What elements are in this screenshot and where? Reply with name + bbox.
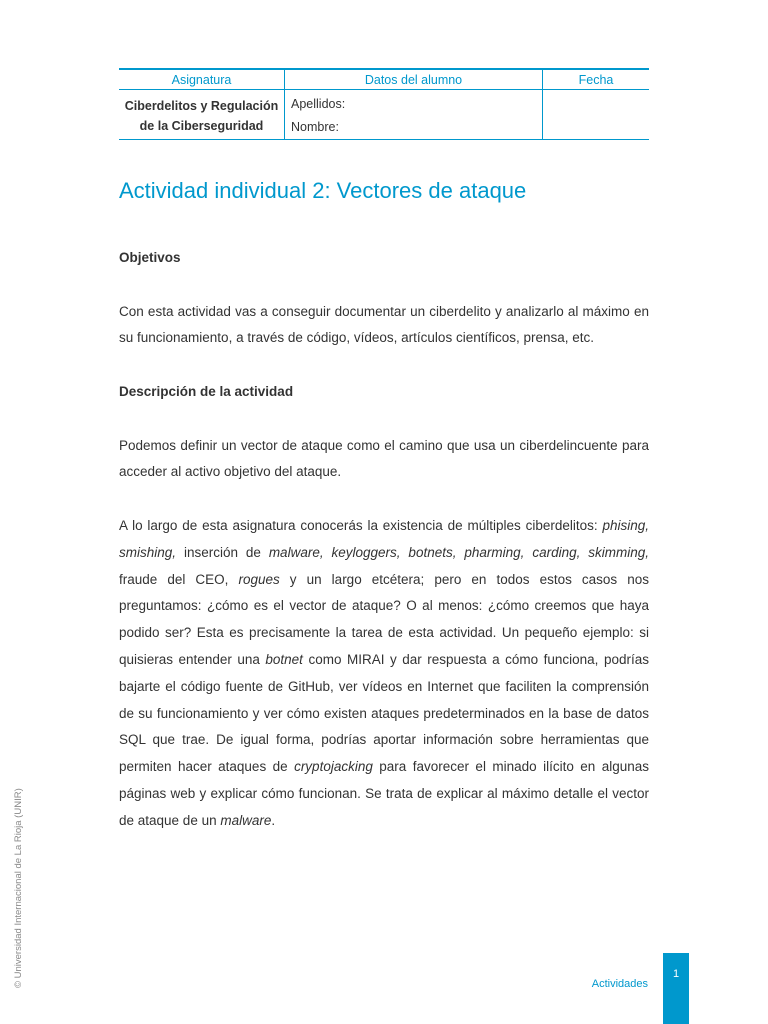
- subject-name: Ciberdelitos y Regulación de la Ciberseguridad: [119, 90, 285, 140]
- copyright-sidebar: © Universidad Internacional de La Rioja (UNIR): [13, 788, 24, 988]
- footer-label: Actividades: [591, 978, 648, 990]
- description-paragraph-2: A lo largo de esta asignatura conocerás la existencia de múltiples ciberdelitos: phising, smishing, inserción de malware, keyloggers, botnets, pharming, carding, skimming, fraude del CEO, rogues y un largo etcétera; pero en todos estos casos nos preguntamos: ¿cómo es el vector de ataque? O al menos: ¿cómo creemos que haya podido ser? Esta es precisamente la tarea de esta actividad. Un pequeño ejemplo: si quisieras entender una botnet como MIRAI y dar respuesta a cómo funciona, podrías bajarte el código fuente de GitHub, ver vídeos en Internet que faciliten la comprensión de su funcionamiento y ver cómo existen ataques predeterminados en la base de datos SQL que trae. De igual forma, podrías aportar información sobre herramientas que permiten hacer ataques de cryptojacking para favorecer el minado ilícito en algunas páginas web y explicar cómo funcionan. Se trata de explicar al máximo detalle el vector de ataque de un malware.: [119, 517, 650, 828]
- page-number: 1: [672, 968, 680, 980]
- description-paragraph-1: Podemos definir un vector de ataque como el camino que usa un ciberdelincuente para acceder al activo objetivo del ataque.: [119, 437, 649, 480]
- surname-label: Apellidos:: [291, 97, 346, 111]
- header-col-subject: Asignatura: [119, 69, 285, 90]
- date-field[interactable]: [543, 90, 650, 140]
- page-number-badge: [663, 953, 689, 1024]
- header-table: [119, 68, 649, 140]
- description-heading: Descripción de la actividad: [119, 383, 294, 399]
- student-fields[interactable]: [285, 90, 543, 140]
- objectives-text: Con esta actividad vas a conseguir documentar un ciberdelito y analizarlo al máximo en su funcionamiento, a través de código, vídeos, artículos científicos, prensa, etc.: [119, 303, 649, 346]
- name-label: Nombre:: [291, 120, 339, 134]
- header-col-date: Fecha: [543, 69, 650, 90]
- objectives-heading: Objetivos: [119, 250, 181, 265]
- page-title: Actividad individual 2: Vectores de ataque: [119, 178, 527, 203]
- header-col-student: Datos del alumno: [285, 69, 543, 90]
- document-body: [119, 245, 649, 835]
